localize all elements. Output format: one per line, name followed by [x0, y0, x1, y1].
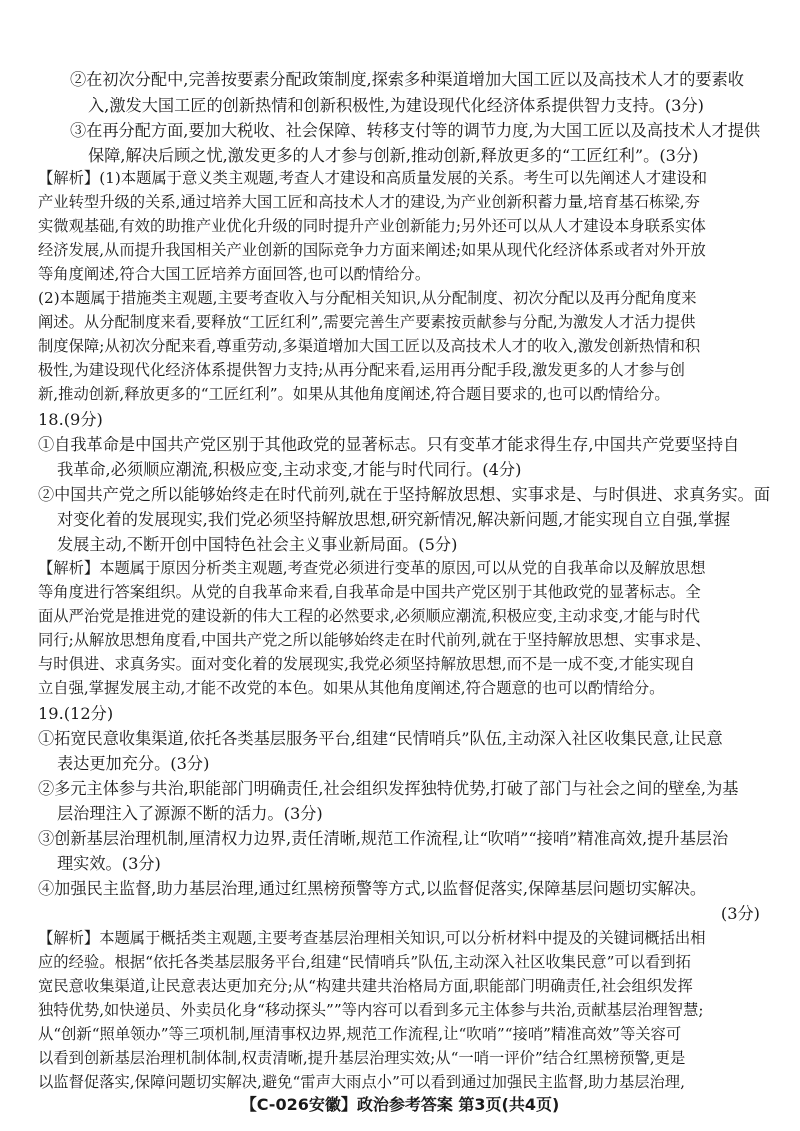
explanation-line: 实微观基础,有效的助推产业优化升级的同时提升产业创新能力;另外还可以从人才建设本身联系实体: [38, 217, 706, 235]
answer-line: ③创新基层治理机制,厘清权力边界,责任清晰,规范工作流程,让“吹哨”“接哨”精准高效,提升基层治: [38, 829, 729, 848]
answer-line: ②多元主体参与共治,职能部门明确责任,社会组织发挥独特优势,打破了部门与社会之间的壁垒,为基: [38, 779, 739, 798]
explanation-line: 【解析】本题属于概括类主观题,主要考查基层治理相关知识,可以分析材料中提及的关键词概括出相: [38, 929, 706, 947]
explanation-line: 从“创新“照单领办”等三项机制,厘清事权边界,规范工作流程,让“吹哨”“接哨”精准高效”等关容可: [38, 1025, 682, 1043]
answer-line: ④加强民主监督,助力基层治理,通过红黑榜预警等方式,以监督促落实,保障基层问题切实解决。: [38, 879, 707, 898]
explanation-line: 阐述。从分配制度来看,要释放“工匠红利”,需要完善生产要素按贡献参与分配,为激发人才活力提供: [38, 313, 696, 331]
explanation-line: 独特优势,如快递员、外卖员化身“移动探头””等内容可以看到多元主体参与共治,贡献基层治理智慧;: [38, 1001, 704, 1019]
answer-line: ①自我革命是中国共产党区别于其他政党的显著标志。只有变革才能求得生存,中国共产党要坚持自: [38, 435, 740, 454]
explanation-line: 宽民意收集渠道,让民意表达更加充分;从“构建共建共治格局方面,职能部门明确责任,社会组织发挥: [38, 977, 693, 995]
explanation-line: 【解析】本题属于原因分析类主观题,考查党必须进行变革的原因,可以从党的自我革命以及解放思想: [38, 559, 706, 577]
answer-line: 表达更加充分。(3分): [57, 754, 210, 773]
answer-line: ②中国共产党之所以能够始终走在时代前列,就在于坚持解放思想、实事求是、与时俱进、求真务实。面: [38, 485, 770, 504]
answer-line: 保障,解决后顾之忧,激发更多的人才参与创新,推动创新,释放更多的“工匠红利”。(3分): [88, 146, 699, 165]
explanation-line: 以监督促落实,保障问题切实解决,避免“雷声大雨点小”可以看到通过加强民主监督,助力基层治理,: [38, 1073, 685, 1091]
question-number: 19.(12分): [38, 704, 114, 723]
answer-line: ①拓宽民意收集渠道,依托各类基层服务平台,组建“民情哨兵”队伍,主动深入社区收集民意,让民意: [38, 729, 723, 748]
explanation-line: 制度保障;从初次分配来看,尊重劳动,多渠道增加大国工匠以及高技术人才的收入,激发创新热情和积: [38, 337, 701, 355]
page-footer: 【C-026安徽】政治参考答案 第3页(共4页): [240, 1095, 560, 1114]
explanation-line: 面从严治党是推进党的建设新的伟大工程的必然要求,必须顺应潮流,积极应变,主动求变,才能与时代: [38, 607, 700, 625]
explanation-line: 【解析】(1)本题属于意义类主观题,考查人才建设和高质量发展的关系。考生可以先阐述人才建设和: [38, 169, 708, 187]
explanation-line: 新,推动创新,释放更多的“工匠红利”。如果从其他角度阐述,符合题目要求的,也可以酌情给分。: [38, 385, 670, 403]
explanation-line: 极性,为建设现代化经济体系提供智力支持;从再分配来看,运用再分配手段,激发更多的人才参与创: [38, 361, 685, 379]
answer-line: 理实效。(3分): [57, 854, 161, 873]
answer-line: ②在初次分配中,完善按要素分配政策制度,探索多种渠道增加大国工匠以及高技术人才的要素收: [70, 70, 744, 89]
answer-line: ③在再分配方面,要加大税收、社会保障、转移支付等的调节力度,为大国工匠以及高技术人才提供: [70, 121, 761, 140]
explanation-line: 等角度阐述,符合大国工匠培养方面回答,也可以酌情给分。: [38, 265, 431, 283]
answer-line: 发展主动,不断开创中国特色社会主义事业新局面。(5分): [57, 535, 458, 554]
score-label: (3分): [720, 904, 760, 923]
explanation-line: 经济发展,从而提升我国相关产业创新的国际竞争力方面来阐述;如果从现代化经济体系或者对外开放: [38, 241, 706, 259]
explanation-line: 等角度进行答案组织。从党的自我革命来看,自我革命是中国共产党区别于其他政党的显著标志。全: [38, 583, 701, 601]
answer-line: 入,激发大国工匠的创新热情和创新积极性,为建设现代化经济体系提供智力支持。(3分): [88, 96, 704, 115]
explanation-line: 以看到创新基层治理机制体制,权责清晰,提升基层治理实效;从“一哨一评价”结合红黑榜预警,更是: [38, 1049, 686, 1067]
explanation-line: 与时俱进、求真务实。面对变化着的发展现实,我党必须坚持解放思想,而不是一成不变,才能实现自: [38, 655, 696, 673]
answer-line: 层治理注入了源源不断的活力。(3分): [57, 804, 323, 823]
question-number: 18.(9分): [38, 410, 103, 429]
explanation-line: 同行;从解放思想角度看,中国共产党之所以能够始终走在时代前列,就在于坚持解放思想、实事求是、: [38, 631, 711, 649]
explanation-line: 应的经验。根据“依托各类基层服务平台,组建“民情哨兵”队伍,主动深入社区收集民意”可以看到拓: [38, 953, 691, 971]
explanation-line: (2)本题属于措施类主观题,主要考查收入与分配相关知识,从分配制度、初次分配以及再分配角度来: [38, 289, 697, 307]
answer-line: 对变化着的发展现实,我们党必须坚持解放思想,研究新情况,解决新问题,才能实现自立自强,掌握: [57, 510, 731, 529]
answer-line: 我革命,必须顺应潮流,积极应变,主动求变,才能与时代同行。(4分): [57, 460, 522, 479]
explanation-line: 立自强,掌握发展主动,才能不改党的本色。如果从其他角度阐述,符合题意的也可以酌情给分。: [38, 679, 665, 697]
explanation-line: 产业转型升级的关系,通过培养大国工匠和高技术人才的建设,为产业创新积蓄力量,培育基石栋梁,夯: [38, 193, 700, 211]
